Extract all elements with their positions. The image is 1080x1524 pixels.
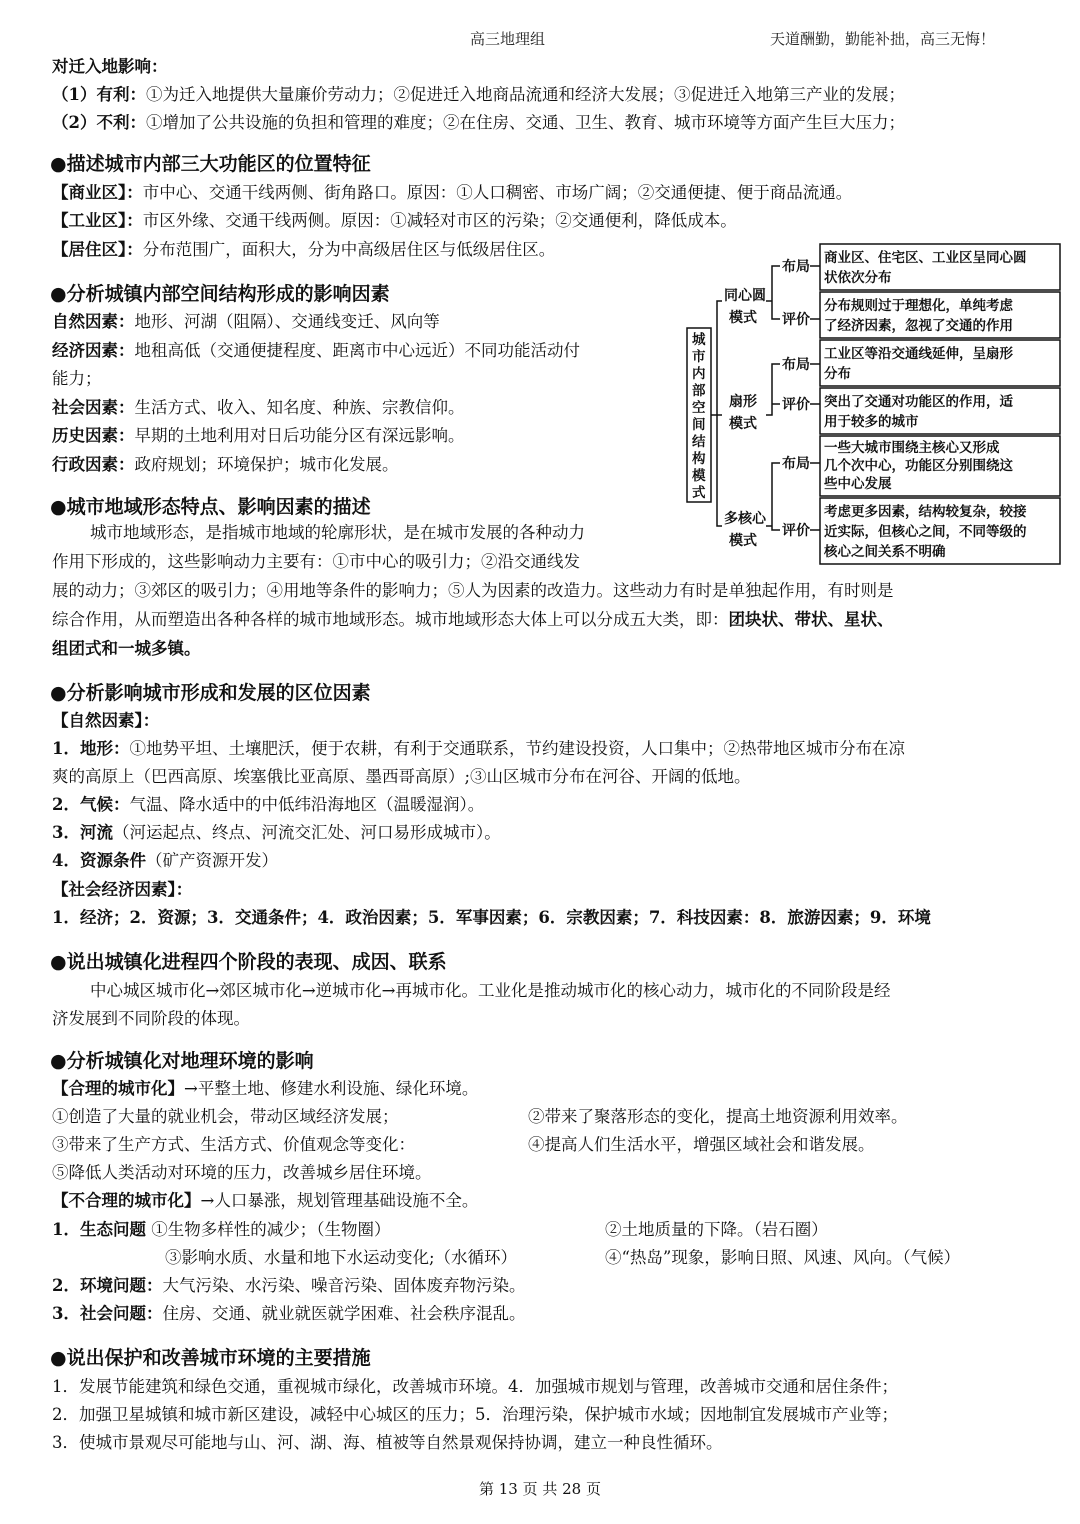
factor-item xyxy=(52,398,465,418)
item-label: 3．河流 xyxy=(52,823,113,842)
item-text: （河运起点、终点、河流交汇处、河口易形成城市）。 xyxy=(112,823,501,842)
form-line-text: 综合作用，从而塑造出各种各样的城市地域形态。城市地域形态大体上可以分成五大类，即： xyxy=(52,610,729,629)
root-char: 间 xyxy=(692,417,706,433)
root-char: 内 xyxy=(692,366,706,382)
harm-label: （2）不利： xyxy=(52,113,146,132)
item-label: 1．地形： xyxy=(52,739,130,758)
factor-item xyxy=(52,341,580,361)
factor-label: 历史因素： xyxy=(52,426,135,445)
root-char: 式 xyxy=(692,485,706,501)
social-factors-list: 1．经济；2．资源；3．交通条件；4．政治因素；5．军事因素；6．宗教因素；7．科技因素：8．旅游因素；9．环境 xyxy=(52,908,931,927)
box-line: 分布 xyxy=(824,366,851,382)
measure-line: 3．使城市景观尽可能地与山、河、湖、海、植被等自然景观保持协调，建立一种良性循环。 xyxy=(52,1433,723,1452)
box-line: 核心之间关系不明确 xyxy=(824,544,946,560)
climate-item xyxy=(52,795,484,815)
eco-point: ④“热岛”现象，影响日照、风速、风向。（气候） xyxy=(605,1248,961,1267)
soc-label: 3．社会问题： xyxy=(52,1304,163,1323)
factor-text: 地租高低（交通便捷程度、距离市中心远近）不同功能活动付 xyxy=(134,341,580,360)
stages-line: 中心城区城市化→郊区城市化→逆城市化→再城市化。工业化是推动城市化的核心动力，城市化的不同阶段是经 xyxy=(90,981,891,1000)
box-line: 商业区、住宅区、工业区呈同心圆 xyxy=(824,250,1027,266)
zone-text: 市中心、交通干线两侧、街角路口。原因：①人口稠密、市场广阔；②交通便捷、便于商品流通。 xyxy=(142,183,853,202)
form-line: 展的动力；③郊区的吸引力；④用地等条件的影响力；⑤人为因素的改造力。这些动力有时是单独起作用，有时则是 xyxy=(52,581,894,600)
reasonable-point: ⑤降低人类活动对环境的压力，改善城乡居住环境。 xyxy=(52,1163,432,1182)
eval-label: 评价 xyxy=(782,312,810,328)
item-text: 气温、降水适中的中低纬沿海地区（温暖湿润）。 xyxy=(129,795,485,814)
river-item xyxy=(52,823,501,843)
form-line: 城市地域形态，是指城市地域的轮廓形状，是在城市发展的各种动力 xyxy=(90,523,585,542)
connector xyxy=(766,463,780,530)
factor-label: 经济因素： xyxy=(52,341,135,360)
structure-model-diagram xyxy=(684,240,1064,570)
layout-label: 布局 xyxy=(782,456,810,472)
box-line: 分布规则过于理想化，单纯考虑 xyxy=(824,298,1013,314)
page-number: 第 13 页 共 28 页 xyxy=(478,1480,601,1498)
form-types: 团块状、带状、星状、 xyxy=(728,610,894,629)
impact-heading: ●分析城镇化对地理环境的影响 xyxy=(50,1050,314,1072)
reasonable-point: ①创造了大量的就业机会，带动区域经济发展； xyxy=(52,1107,399,1126)
zone-label: 【居住区】： xyxy=(52,240,143,259)
stages-line: 济发展到不同阶段的体现。 xyxy=(52,1009,250,1028)
diagram-root-title xyxy=(692,331,706,501)
box-line: 近实际，但核心之间，不同等级的 xyxy=(824,524,1027,540)
model2-name: 扇形 xyxy=(729,394,757,410)
box-line: 状依次分布 xyxy=(824,270,892,286)
connector xyxy=(766,266,780,319)
unreasonable-urbanization xyxy=(52,1191,478,1211)
eval-label: 评价 xyxy=(782,397,810,413)
factor-label: 社会因素： xyxy=(52,398,135,417)
measure-line: 1．发展节能建筑和绿色交通，重视城市绿化，改善城市环境。4．加强城市规划与管理，改善城市交通和居住条件； xyxy=(52,1377,898,1396)
form-line: 作用下形成的，这些影响动力主要有：①市中心的吸引力；②沿交通线发 xyxy=(52,552,580,571)
model1-name2: 模式 xyxy=(729,310,757,326)
model3-name2: 模式 xyxy=(729,533,757,549)
box-line: 几个次中心，功能区分别围绕这 xyxy=(824,458,1013,474)
resource-item xyxy=(52,851,278,871)
eco-problems xyxy=(52,1220,390,1240)
factor-item xyxy=(52,455,399,475)
factor-label: 行政因素： xyxy=(52,455,135,474)
env-text: 大气污染、水污染、噪音污染、固体废弃物污染。 xyxy=(162,1276,526,1295)
social-problems xyxy=(52,1304,525,1324)
factor-text: 政府规划；环境保护；城市化发展。 xyxy=(134,455,399,474)
root-char: 城 xyxy=(692,332,706,348)
connector xyxy=(717,415,722,526)
factor-text: 生活方式、收入、知名度、种族、宗教信仰。 xyxy=(134,398,465,417)
box-line: 工业区等沿交通线延伸，呈扇形 xyxy=(824,346,1013,362)
box-line: 考虑更多因素，结构较复杂，较接 xyxy=(824,504,1027,520)
header-motto: 天道酬勤，勤能补拙，高三无悔！ xyxy=(770,30,996,48)
benefit-label: （1）有利： xyxy=(52,85,146,104)
factor-text: 早期的土地利用对日后功能分区有深远影响。 xyxy=(134,426,465,445)
zone-label: 【商业区】： xyxy=(52,183,143,202)
reasonable-point: ④提高人们生活水平，增强区域社会和谐发展。 xyxy=(528,1135,875,1154)
root-char: 部 xyxy=(692,383,706,399)
migration-harm xyxy=(52,113,905,133)
zone-item xyxy=(52,211,737,231)
connector xyxy=(810,266,820,319)
social-factors-label: 【社会经济因素】： xyxy=(52,880,193,899)
box-line: 些中心发展 xyxy=(824,476,892,492)
root-char: 市 xyxy=(692,349,706,365)
unreasonable-text: →人口暴涨，规划管理基础设施不全。 xyxy=(200,1191,479,1210)
root-char: 空 xyxy=(692,400,706,416)
model2-name2: 模式 xyxy=(729,416,757,432)
form-heading: ●城市地域形态特点、影响因素的描述 xyxy=(50,496,371,518)
item-label: 4．资源条件 xyxy=(52,851,146,870)
terrain-item-cont: 爽的高原上（巴西高原、埃塞俄比亚高原、墨西哥高原）;③山区城市分布在河谷、开阔的低地。 xyxy=(52,767,751,786)
reasonable-urbanization xyxy=(52,1079,478,1099)
natural-factors-label: 【自然因素】： xyxy=(52,711,160,730)
env-label: 2．环境问题： xyxy=(52,1276,163,1295)
form-types-last: 组团式和一城多镇。 xyxy=(52,639,201,658)
reasonable-point: ③带来了生产方式、生活方式、价值观念等变化： xyxy=(52,1135,415,1154)
zone-text: 市区外缘、交通干线两侧。原因：①减轻对市区的污染；②交通便利，降低成本。 xyxy=(142,211,737,230)
factor-item xyxy=(52,312,440,332)
root-char: 结 xyxy=(692,434,706,450)
header-center: 高三地理组 xyxy=(470,30,546,48)
benefit-text: ①为迁入地提供大量廉价劳动力；②促进迁入地商品流通和经济大发展；③促进迁入地第三产业的发展； xyxy=(145,85,905,104)
zone-item xyxy=(52,240,555,260)
connector xyxy=(711,301,722,415)
eco-point: ①生物多样性的减少；（生物圈） xyxy=(151,1220,391,1239)
unreasonable-label: 【不合理的城市化】 xyxy=(52,1191,201,1210)
factor-text: 能力； xyxy=(52,369,102,388)
terrain-item xyxy=(52,739,905,759)
eval-label: 评价 xyxy=(782,523,810,539)
model3-name: 多核心 xyxy=(724,511,766,527)
box-line: 了经济因素，忽视了交通的作用 xyxy=(824,318,1013,334)
reasonable-point: ②带来了聚落形态的变化，提高土地资源利用效率。 xyxy=(528,1107,908,1126)
structure-heading: ●分析城镇内部空间结构形成的影响因素 xyxy=(50,283,390,305)
eco-point: ②土地质量的下降。（岩石圈） xyxy=(605,1220,828,1239)
harm-text: ①增加了公共设施的负担和管理的难度；②在住房、交通、卫生、教育、城市环境等方面产生巨大压力； xyxy=(145,113,905,132)
root-char: 构 xyxy=(692,451,706,467)
item-text: ①地势平坦、土壤肥沃，便于农耕，有利于交通联系，节约建设投资，人口集中；②热带地区城市分布在凉 xyxy=(129,739,905,758)
factor-text: 地形、河湖（阻隔）、交通线变迁、风向等 xyxy=(134,312,440,331)
eco-label: 1．生态问题 xyxy=(52,1220,146,1239)
layout-label: 布局 xyxy=(782,259,810,275)
measure-line: 2．加强卫星城镇和城市新区建设，减轻中心城区的压力；5．治理污染，保护城市水域；因地制宜发展城市产业等； xyxy=(52,1405,898,1424)
box-line: 一些大城市围绕主核心又形成 xyxy=(824,440,1000,456)
zone-text: 分布范围广，面积大，分为中高级居住区与低级居住区。 xyxy=(142,240,556,259)
measures-heading: ●说出保护和改善城市环境的主要措施 xyxy=(50,1347,371,1369)
location-heading: ●分析影响城市形成和发展的区位因素 xyxy=(50,682,371,704)
model1-name: 同心圆 xyxy=(724,288,766,304)
migration-benefit xyxy=(52,85,905,105)
root-char: 模 xyxy=(692,468,706,484)
item-label: 2．气候： xyxy=(52,795,130,814)
env-problems xyxy=(52,1276,525,1296)
connector xyxy=(810,364,820,404)
connector xyxy=(810,463,820,530)
form-line xyxy=(52,610,894,630)
stages-heading: ●说出城镇化进程四个阶段的表现、成因、联系 xyxy=(50,951,447,973)
factor-item xyxy=(52,369,102,389)
reasonable-label: 【合理的城市化】 xyxy=(52,1079,184,1098)
zones-heading: ●描述城市内部三大功能区的位置特征 xyxy=(50,153,371,175)
zone-label: 【工业区】： xyxy=(52,211,143,230)
item-text: （矿产资源开发） xyxy=(145,851,278,870)
connector xyxy=(766,364,780,415)
factor-label: 自然因素： xyxy=(52,312,135,331)
layout-label: 布局 xyxy=(782,357,810,373)
zone-item xyxy=(52,183,852,203)
eco-point: ③影响水质、水量和地下水运动变化;（水循环） xyxy=(165,1248,518,1267)
box-line: 突出了交通对功能区的作用，适 xyxy=(824,394,1013,410)
soc-text: 住房、交通、就业就医就学困难、社会秩序混乱。 xyxy=(162,1304,526,1323)
factor-item xyxy=(52,426,465,446)
migration-title: 对迁入地影响： xyxy=(52,57,168,76)
box-line: 用于较多的城市 xyxy=(824,414,919,430)
reasonable-text: →平整土地、修建水利设施、绿化环境。 xyxy=(184,1079,479,1098)
